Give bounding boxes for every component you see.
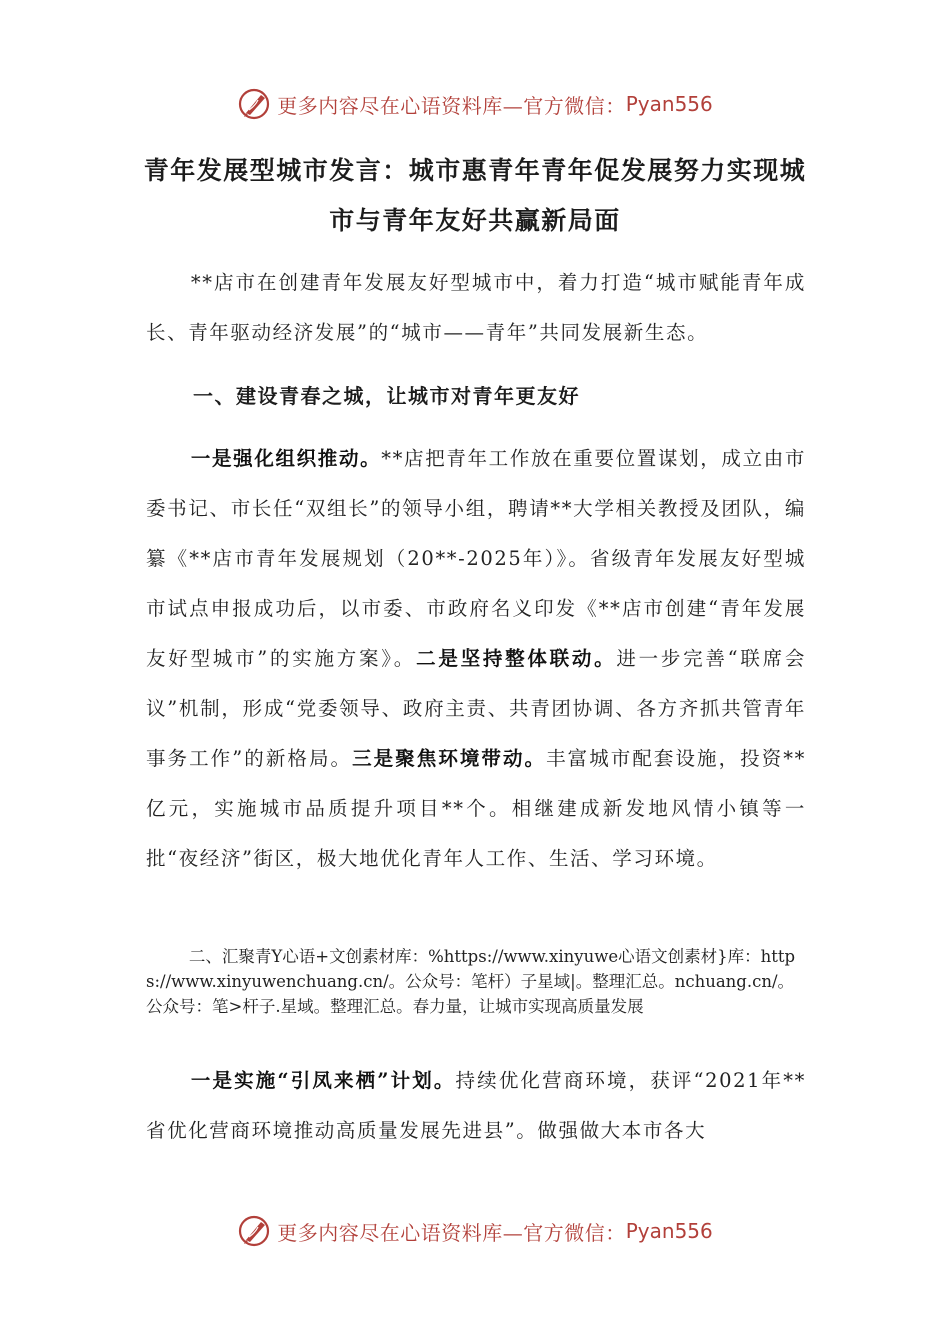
lead-environment: 三是聚焦环境带动。	[352, 747, 547, 770]
text-environment: 丰富城市配套设施，投资**亿元，实施城市品质提升项目**个。相继建成新发地风情小镇等一批“夜经济”街区，极大地优化青年人工作、生活、学习环境。	[146, 747, 806, 870]
lead-organization: 一是强化组织推动。	[190, 447, 382, 470]
header-banner	[0, 84, 950, 124]
text-linkage: 进一步完善“联席会议”机制，形成“党委领导、政府主责、共青团协调、各方齐抓共管青年事务工作”的新格局。	[146, 647, 806, 770]
intro-paragraph: **店市在创建青年发展友好型城市中，着力打造“城市赋能青年成长、青年驱动经济发展”的“城市——青年”共同发展新生态。	[146, 271, 806, 344]
banner-wechat-id: Pyan556	[625, 1219, 713, 1243]
lead-linkage: 二是坚持整体联动。	[416, 647, 617, 670]
section-1-paragraph	[146, 434, 806, 884]
quill-logo-icon	[237, 86, 273, 122]
banner-text: 更多内容尽在心语资料库—官方微信：	[277, 93, 626, 118]
section-2-heading: 二、汇聚青Y心语+文创素材库：%https://www.xinyuwe心语文创素材}库：https://www.xinyuwenchuang.cn/。公众号：笔杆）子星域|。整理汇总。nchuang.cn/。公众号：笔>杆子.星域。整理汇总。春力量，让城市实现高质量发展	[146, 947, 796, 1016]
footer-banner	[0, 1211, 950, 1251]
banner-text: 更多内容尽在心语资料库—官方微信：	[277, 1220, 626, 1245]
text-talent-plan: 持续优化营商环境，获评“2021年**省优化营商环境推动高质量发展先进县”。做强做大本市各大	[146, 1069, 807, 1142]
banner-wechat-id: Pyan556	[625, 92, 713, 116]
section-2-paragraph	[146, 1056, 806, 1156]
lead-talent-plan: 一是实施“引凤来栖”计划。	[190, 1069, 456, 1092]
text-organization: **店把青年工作放在重要位置谋划，成立由市委书记、市长任“双组长”的领导小组，聘请**大学相关教授及团队，编纂《**店市青年发展规划（20**-2025年）》。省级青年发展友好型城市试点申报成功后，以市委、市政府名义印发《**店市创建“青年发展友好型城市”的实施方案》。	[146, 447, 806, 670]
quill-logo-icon	[237, 1213, 273, 1249]
page-title: 青年发展型城市发言：城市惠青年青年促发展努力实现城市与青年友好共赢新局面	[143, 156, 807, 235]
section-1-heading: 一、建设青春之城，让城市对青年更友好	[193, 384, 580, 408]
